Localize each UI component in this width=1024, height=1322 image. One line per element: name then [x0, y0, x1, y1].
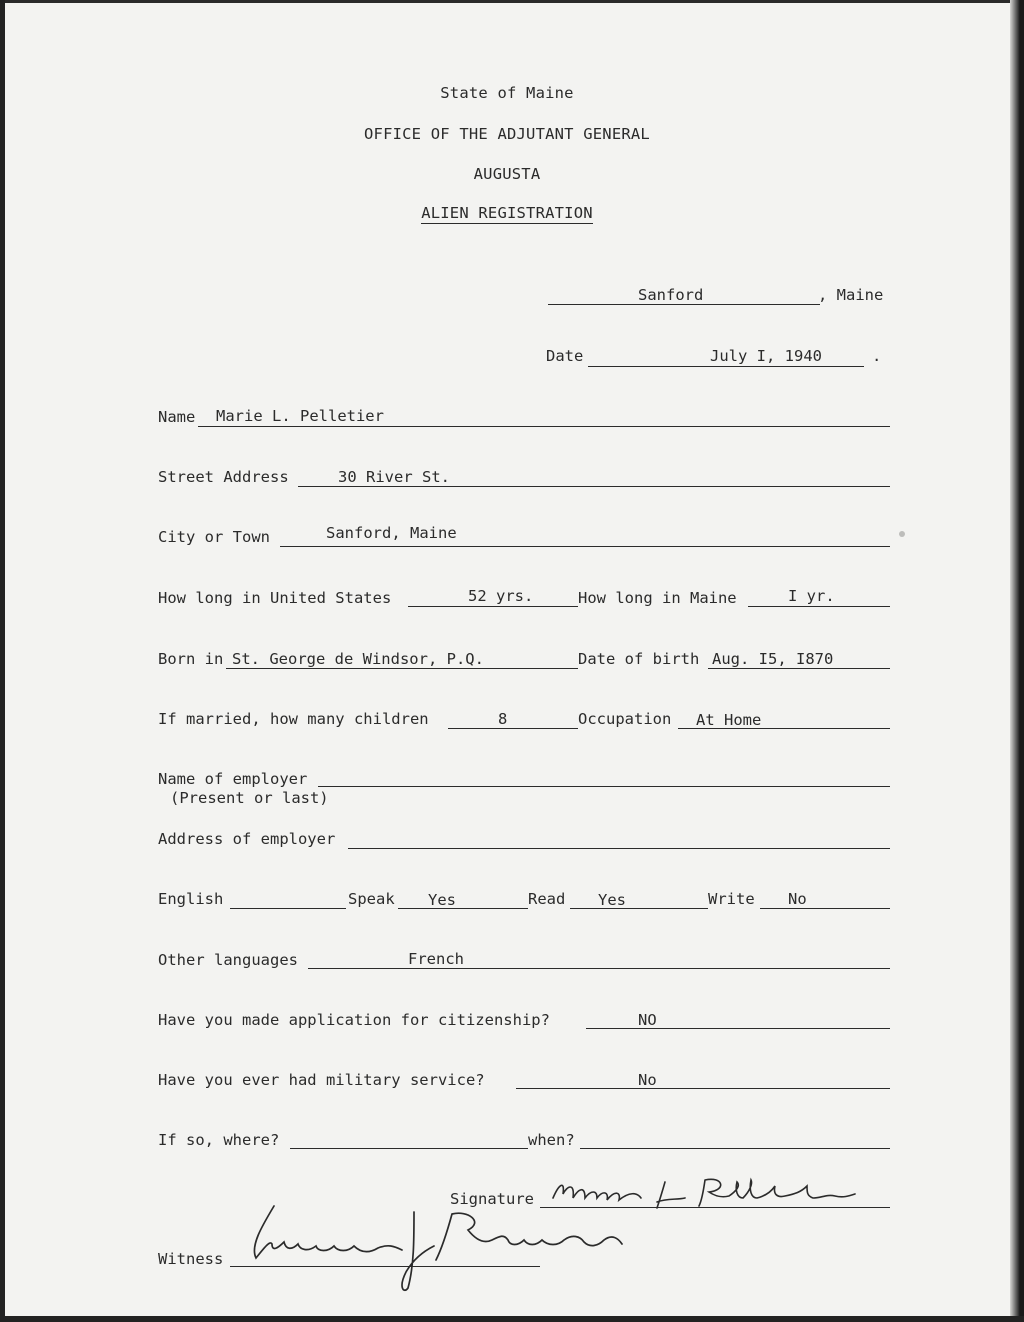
name-line — [198, 426, 890, 427]
citizenship-label: Have you made application for citizenship? — [158, 1011, 550, 1029]
write-label: Write — [708, 890, 755, 908]
street-line — [298, 486, 890, 487]
born-line — [226, 668, 578, 669]
read-value: Yes — [598, 891, 626, 909]
date-label: Date — [546, 347, 584, 365]
children-value: 8 — [498, 710, 508, 728]
place-state: , Maine — [818, 286, 884, 304]
street-label: Street Address — [158, 468, 289, 486]
when-line — [580, 1148, 890, 1149]
date-end: . — [872, 347, 882, 365]
maine-line — [748, 606, 890, 607]
read-label: Read — [528, 890, 566, 908]
military-label: Have you ever had military service? — [158, 1071, 485, 1089]
header-title-text: ALIEN REGISTRATION — [421, 204, 593, 222]
us-value: 52 yrs. — [468, 587, 534, 605]
english-label: English — [158, 890, 224, 908]
maine-value: I yr. — [788, 587, 835, 605]
scan-edge-top — [0, 0, 1024, 3]
dob-label: Date of birth — [578, 650, 700, 668]
witness-label: Witness — [158, 1250, 224, 1268]
occupation-value: At Home — [696, 711, 762, 729]
name-label: Name — [158, 408, 196, 426]
employer-label: Name of employer — [158, 770, 308, 788]
header-title — [0, 204, 1014, 222]
us-line — [408, 606, 578, 607]
citizenship-line — [586, 1028, 890, 1029]
speak-line — [398, 908, 528, 909]
header-office: OFFICE OF THE ADJUTANT GENERAL — [364, 125, 650, 143]
other-lang-value: French — [408, 950, 464, 968]
witness-handwriting — [238, 1200, 638, 1296]
employer-address-label: Address of employer — [158, 830, 336, 848]
header-state: State of Maine — [440, 84, 574, 102]
date-line — [588, 366, 864, 367]
place-town: Sanford — [638, 286, 704, 304]
employer-line — [318, 786, 890, 787]
maine-label: How long in Maine — [578, 589, 737, 607]
occupation-label: Occupation — [578, 710, 672, 728]
military-value: No — [638, 1071, 657, 1089]
where-line — [290, 1148, 528, 1149]
scan-edge-bottom — [0, 1316, 1024, 1322]
other-lang-line — [308, 968, 890, 969]
speak-label: Speak — [348, 890, 395, 908]
scan-edge-right — [1010, 0, 1024, 1322]
military-line — [516, 1088, 890, 1089]
city-value: Sanford, Maine — [326, 524, 457, 542]
date-value: July I, 1940 — [710, 347, 822, 365]
citizenship-value: NO — [638, 1011, 657, 1029]
place-line — [548, 304, 820, 305]
when-label: when? — [528, 1131, 575, 1149]
city-line — [280, 546, 890, 547]
signature-label: Signature — [450, 1190, 534, 1208]
where-label: If so, where? — [158, 1131, 280, 1149]
born-value: St. George de Windsor, P.Q. — [232, 650, 484, 668]
english-line — [230, 908, 346, 909]
employer-sub: (Present or last) — [170, 789, 329, 807]
street-value: 30 River St. — [338, 468, 450, 486]
read-line — [570, 908, 708, 909]
speak-value: Yes — [428, 891, 456, 909]
children-label: If married, how many children — [158, 710, 429, 728]
city-label: City or Town — [158, 528, 270, 546]
scan-edge-left — [0, 0, 5, 1322]
write-value: No — [788, 890, 807, 908]
name-value: Marie L. Pelletier — [216, 407, 384, 425]
other-lang-label: Other languages — [158, 951, 298, 969]
children-line — [448, 728, 578, 729]
write-line — [760, 908, 890, 909]
born-label: Born in — [158, 650, 224, 668]
dob-line — [708, 668, 890, 669]
header-city: AUGUSTA — [473, 165, 541, 183]
employer-address-line — [348, 848, 890, 849]
us-label: How long in United States — [158, 589, 392, 607]
dob-value: Aug. I5, I870 — [712, 650, 834, 668]
scan-dot — [899, 531, 905, 537]
